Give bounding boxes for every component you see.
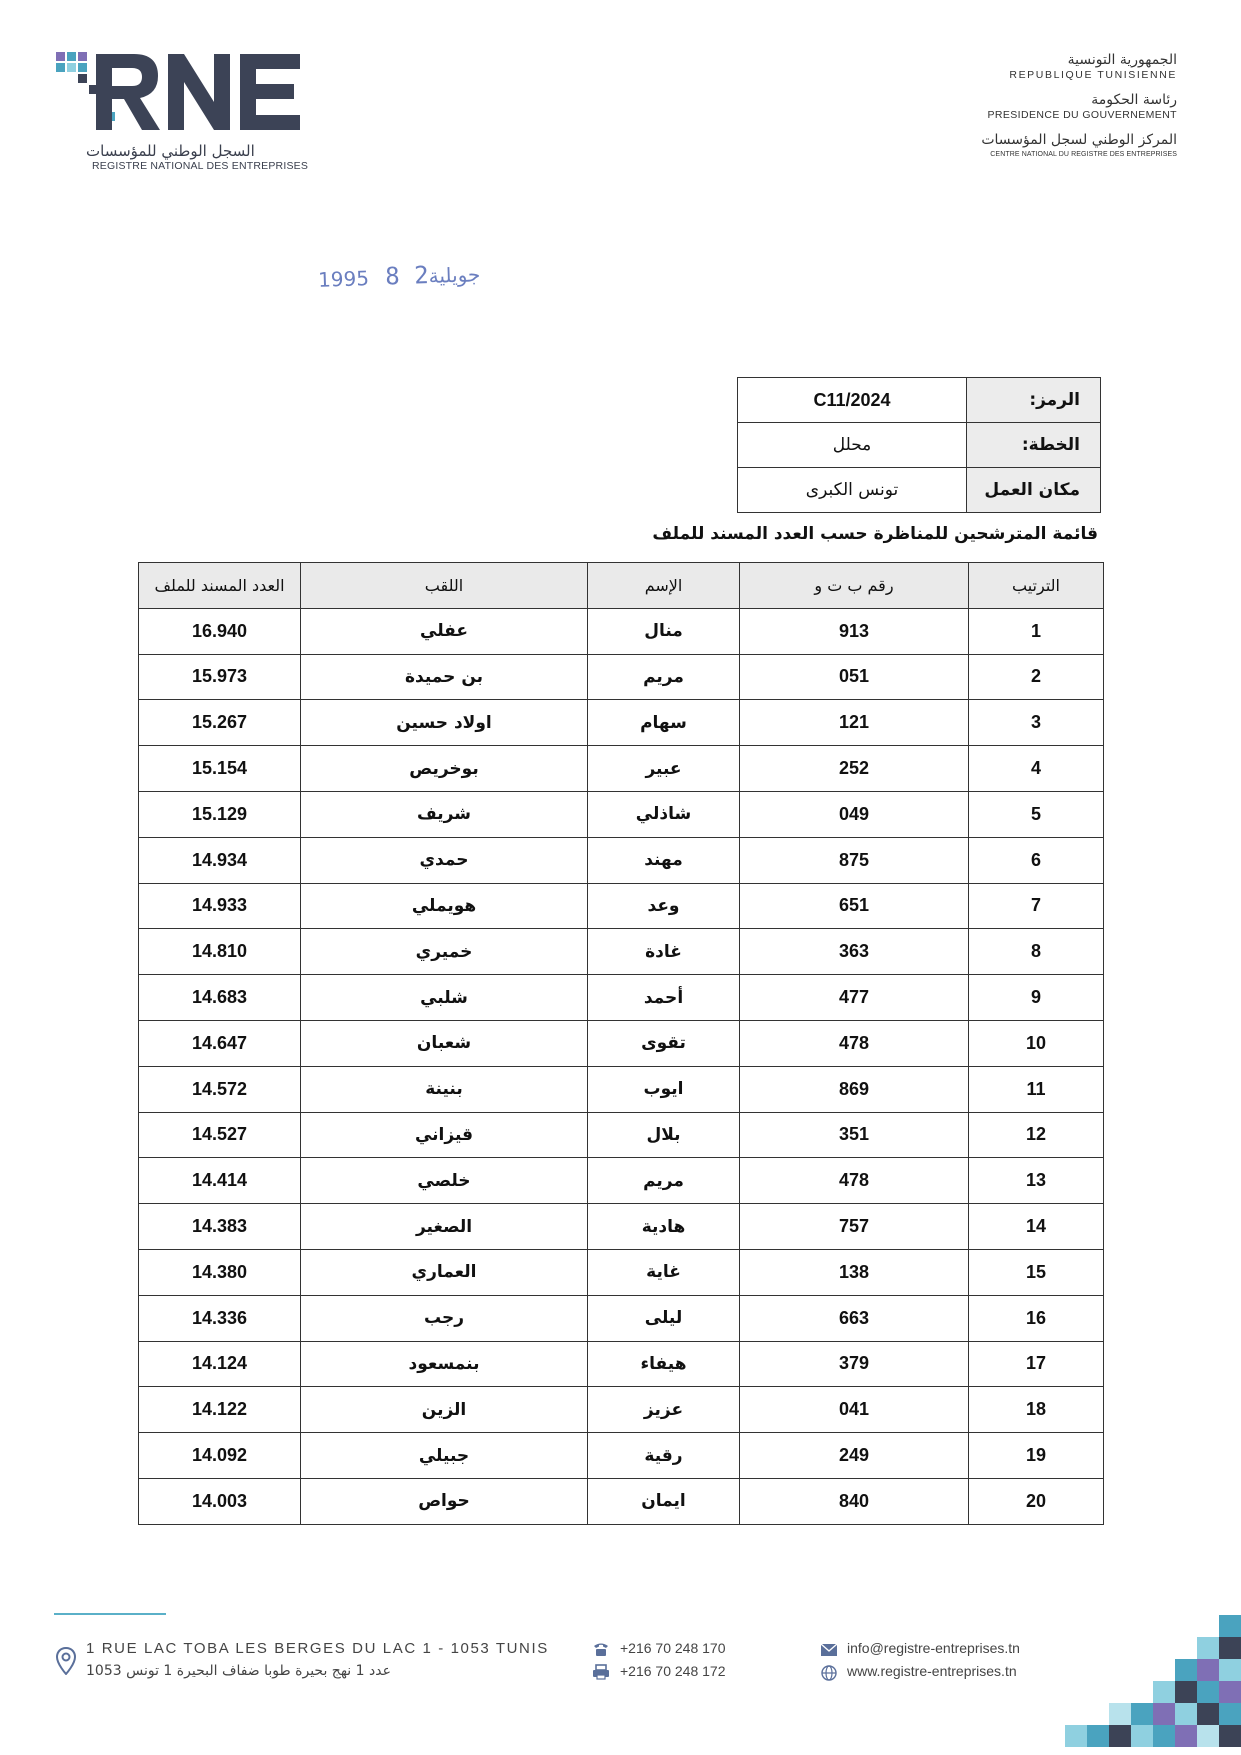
date-stamp — [318, 259, 481, 293]
cell-name: هيفاء — [588, 1341, 740, 1387]
cell-surname: شعبان — [301, 1020, 588, 1066]
table-row — [139, 1020, 1104, 1066]
cell-rank: 17 — [969, 1341, 1104, 1387]
gov-center-ar: المركز الوطني لسجل المؤسسات — [981, 132, 1177, 148]
cell-name: رقية — [588, 1433, 740, 1479]
cell-id: 051 — [740, 654, 969, 700]
cell-score: 15.154 — [139, 746, 301, 792]
rne-logo — [56, 52, 309, 172]
cell-name: مهند — [588, 837, 740, 883]
cell-name: ليلى — [588, 1295, 740, 1341]
table-row — [139, 654, 1104, 700]
cell-id: 478 — [740, 1158, 969, 1204]
cell-rank: 12 — [969, 1112, 1104, 1158]
cell-surname: خلصي — [301, 1158, 588, 1204]
cell-surname: حمدي — [301, 837, 588, 883]
cell-surname: بنينة — [301, 1066, 588, 1112]
cell-surname: خميري — [301, 929, 588, 975]
table-row — [139, 608, 1104, 654]
cell-name: منال — [588, 608, 740, 654]
cell-rank: 11 — [969, 1066, 1104, 1112]
globe-icon — [820, 1665, 838, 1681]
logo-arabic-text: السجل الوطني للمؤسسات — [86, 142, 255, 160]
logo-french-text: REGISTRE NATIONAL DES ENTREPRISES — [92, 160, 309, 172]
cell-id: 478 — [740, 1020, 969, 1066]
cell-id: 041 — [740, 1387, 969, 1433]
code-value: C11/2024 — [738, 378, 967, 423]
cell-surname: رجب — [301, 1295, 588, 1341]
cell-id: 252 — [740, 746, 969, 792]
code-label: الرمز: — [967, 378, 1101, 423]
cell-id: 840 — [740, 1478, 969, 1524]
cell-id: 757 — [740, 1204, 969, 1250]
cell-id: 249 — [740, 1433, 969, 1479]
cell-id: 351 — [740, 1112, 969, 1158]
table-row — [139, 883, 1104, 929]
cell-rank: 10 — [969, 1020, 1104, 1066]
cell-rank: 4 — [969, 746, 1104, 792]
cell-name: ايمان — [588, 1478, 740, 1524]
address-arabic: عدد 1 نهج بحيرة طوبا ضفاف البحيرة 1 تونس 1053 — [86, 1663, 391, 1679]
list-title: قائمة المترشحين للمناظرة حسب العدد المسند للملف — [652, 524, 1098, 544]
cell-surname: هويملي — [301, 883, 588, 929]
fax-number: +216 70 248 172 — [620, 1663, 726, 1679]
cell-id: 121 — [740, 700, 969, 746]
footer-accent-line — [54, 1613, 166, 1615]
table-row — [139, 1341, 1104, 1387]
table-row — [139, 791, 1104, 837]
candidates-table — [138, 562, 1104, 1525]
cell-rank: 16 — [969, 1295, 1104, 1341]
cell-rank: 6 — [969, 837, 1104, 883]
email-address[interactable]: info@registre-entreprises.tn — [847, 1640, 1020, 1656]
cell-score: 15.267 — [139, 700, 301, 746]
cell-score: 14.124 — [139, 1341, 301, 1387]
cell-id: 651 — [740, 883, 969, 929]
table-row — [139, 1478, 1104, 1524]
table-row — [139, 1112, 1104, 1158]
table-header-row — [139, 563, 1104, 609]
table-row — [139, 1204, 1104, 1250]
gov-republic-ar: الجمهورية التونسية — [1067, 52, 1177, 68]
cell-id: 049 — [740, 791, 969, 837]
stamp-day: 2 8 — [384, 260, 430, 291]
cell-score: 14.122 — [139, 1387, 301, 1433]
cell-name: تقوى — [588, 1020, 740, 1066]
cell-rank: 13 — [969, 1158, 1104, 1204]
cell-score: 14.380 — [139, 1249, 301, 1295]
cell-rank: 3 — [969, 700, 1104, 746]
competition-info-table — [737, 377, 1101, 513]
place-label: مكان العمل — [967, 468, 1101, 513]
phone-number: +216 70 248 170 — [620, 1640, 726, 1656]
cell-surname: الصغير — [301, 1204, 588, 1250]
cell-name: وعد — [588, 883, 740, 929]
cell-rank: 15 — [969, 1249, 1104, 1295]
cell-score: 14.092 — [139, 1433, 301, 1479]
cell-surname: بوخريص — [301, 746, 588, 792]
fax-icon — [592, 1664, 610, 1680]
cell-rank: 9 — [969, 975, 1104, 1021]
cell-name: غاية — [588, 1249, 740, 1295]
cell-rank: 19 — [969, 1433, 1104, 1479]
decorative-mosaic — [1041, 1605, 1241, 1755]
cell-surname: جبيلي — [301, 1433, 588, 1479]
cell-name: عبير — [588, 746, 740, 792]
mail-icon — [820, 1642, 838, 1658]
cell-rank: 18 — [969, 1387, 1104, 1433]
cell-score: 14.003 — [139, 1478, 301, 1524]
gov-presidency-fr: PRESIDENCE DU GOUVERNEMENT — [987, 109, 1177, 121]
cell-name: أحمد — [588, 975, 740, 1021]
cell-surname: بنمسعود — [301, 1341, 588, 1387]
cell-name: غادة — [588, 929, 740, 975]
cell-score: 15.973 — [139, 654, 301, 700]
gov-republic-fr: REPUBLIQUE TUNISIENNE — [1009, 69, 1177, 81]
table-row — [139, 1387, 1104, 1433]
info-row-place — [738, 468, 1101, 513]
header-rank: الترتيب — [969, 563, 1104, 609]
cell-id: 477 — [740, 975, 969, 1021]
cell-rank: 8 — [969, 929, 1104, 975]
cell-score: 14.572 — [139, 1066, 301, 1112]
cell-name: ايوب — [588, 1066, 740, 1112]
cell-rank: 2 — [969, 654, 1104, 700]
cell-surname: العماري — [301, 1249, 588, 1295]
cell-surname: قيزاني — [301, 1112, 588, 1158]
cell-surname: شلبي — [301, 975, 588, 1021]
cell-rank: 20 — [969, 1478, 1104, 1524]
cell-surname: بن حميدة — [301, 654, 588, 700]
cell-rank: 5 — [969, 791, 1104, 837]
table-row — [139, 975, 1104, 1021]
cell-id: 363 — [740, 929, 969, 975]
place-value: تونس الكبرى — [738, 468, 967, 513]
cell-score: 16.940 — [139, 608, 301, 654]
cell-score: 14.810 — [139, 929, 301, 975]
cell-rank: 7 — [969, 883, 1104, 929]
cell-rank: 1 — [969, 608, 1104, 654]
cell-score: 14.383 — [139, 1204, 301, 1250]
table-row — [139, 700, 1104, 746]
cell-surname: الزين — [301, 1387, 588, 1433]
table-row — [139, 1295, 1104, 1341]
rne-logo-mark — [56, 52, 302, 132]
table-row — [139, 837, 1104, 883]
table-row — [139, 1066, 1104, 1112]
info-row-code — [738, 378, 1101, 423]
cell-name: مريم — [588, 1158, 740, 1204]
stamp-text: 1995 جويلية — [317, 262, 481, 292]
cell-score: 14.933 — [139, 883, 301, 929]
table-row — [139, 929, 1104, 975]
header-score: العدد المسند للملف — [139, 563, 301, 609]
cell-id: 138 — [740, 1249, 969, 1295]
cell-name: شاذلي — [588, 791, 740, 837]
cell-name: عزيز — [588, 1387, 740, 1433]
cell-score: 14.683 — [139, 975, 301, 1021]
table-row — [139, 1158, 1104, 1204]
cell-id: 379 — [740, 1341, 969, 1387]
government-header — [947, 52, 1177, 172]
cell-score: 14.527 — [139, 1112, 301, 1158]
header-surname: اللقب — [301, 563, 588, 609]
table-body — [139, 608, 1104, 1524]
table-row — [139, 1249, 1104, 1295]
phone-icon — [592, 1641, 610, 1657]
cell-surname: شريف — [301, 791, 588, 837]
table-row — [139, 1433, 1104, 1479]
cell-id: 913 — [740, 608, 969, 654]
cell-rank: 14 — [969, 1204, 1104, 1250]
website-url[interactable]: www.registre-entreprises.tn — [847, 1663, 1017, 1679]
cell-id: 663 — [740, 1295, 969, 1341]
cell-id: 869 — [740, 1066, 969, 1112]
cell-surname: اولاد حسين — [301, 700, 588, 746]
cell-score: 14.934 — [139, 837, 301, 883]
cell-name: سهام — [588, 700, 740, 746]
address-french: 1 RUE LAC TOBA LES BERGES DU LAC 1 - 1053 TUNIS — [86, 1640, 549, 1657]
cell-score: 14.647 — [139, 1020, 301, 1066]
header-id: رقم ب ت و — [740, 563, 969, 609]
location-pin-icon — [56, 1647, 76, 1675]
cell-id: 875 — [740, 837, 969, 883]
gov-presidency-ar: رئاسة الحكومة — [1091, 92, 1177, 108]
cell-score: 14.336 — [139, 1295, 301, 1341]
cell-surname: عفلي — [301, 608, 588, 654]
cell-surname: حواص — [301, 1478, 588, 1524]
gov-center-fr: CENTRE NATIONAL DU REGISTRE DES ENTREPRISES — [990, 151, 1177, 158]
info-row-plan — [738, 423, 1101, 468]
plan-value: محلل — [738, 423, 967, 468]
table-row — [139, 746, 1104, 792]
cell-score: 15.129 — [139, 791, 301, 837]
cell-name: مريم — [588, 654, 740, 700]
cell-score: 14.414 — [139, 1158, 301, 1204]
cell-name: بلال — [588, 1112, 740, 1158]
header-name: الإسم — [588, 563, 740, 609]
cell-name: هادية — [588, 1204, 740, 1250]
plan-label: الخطة: — [967, 423, 1101, 468]
